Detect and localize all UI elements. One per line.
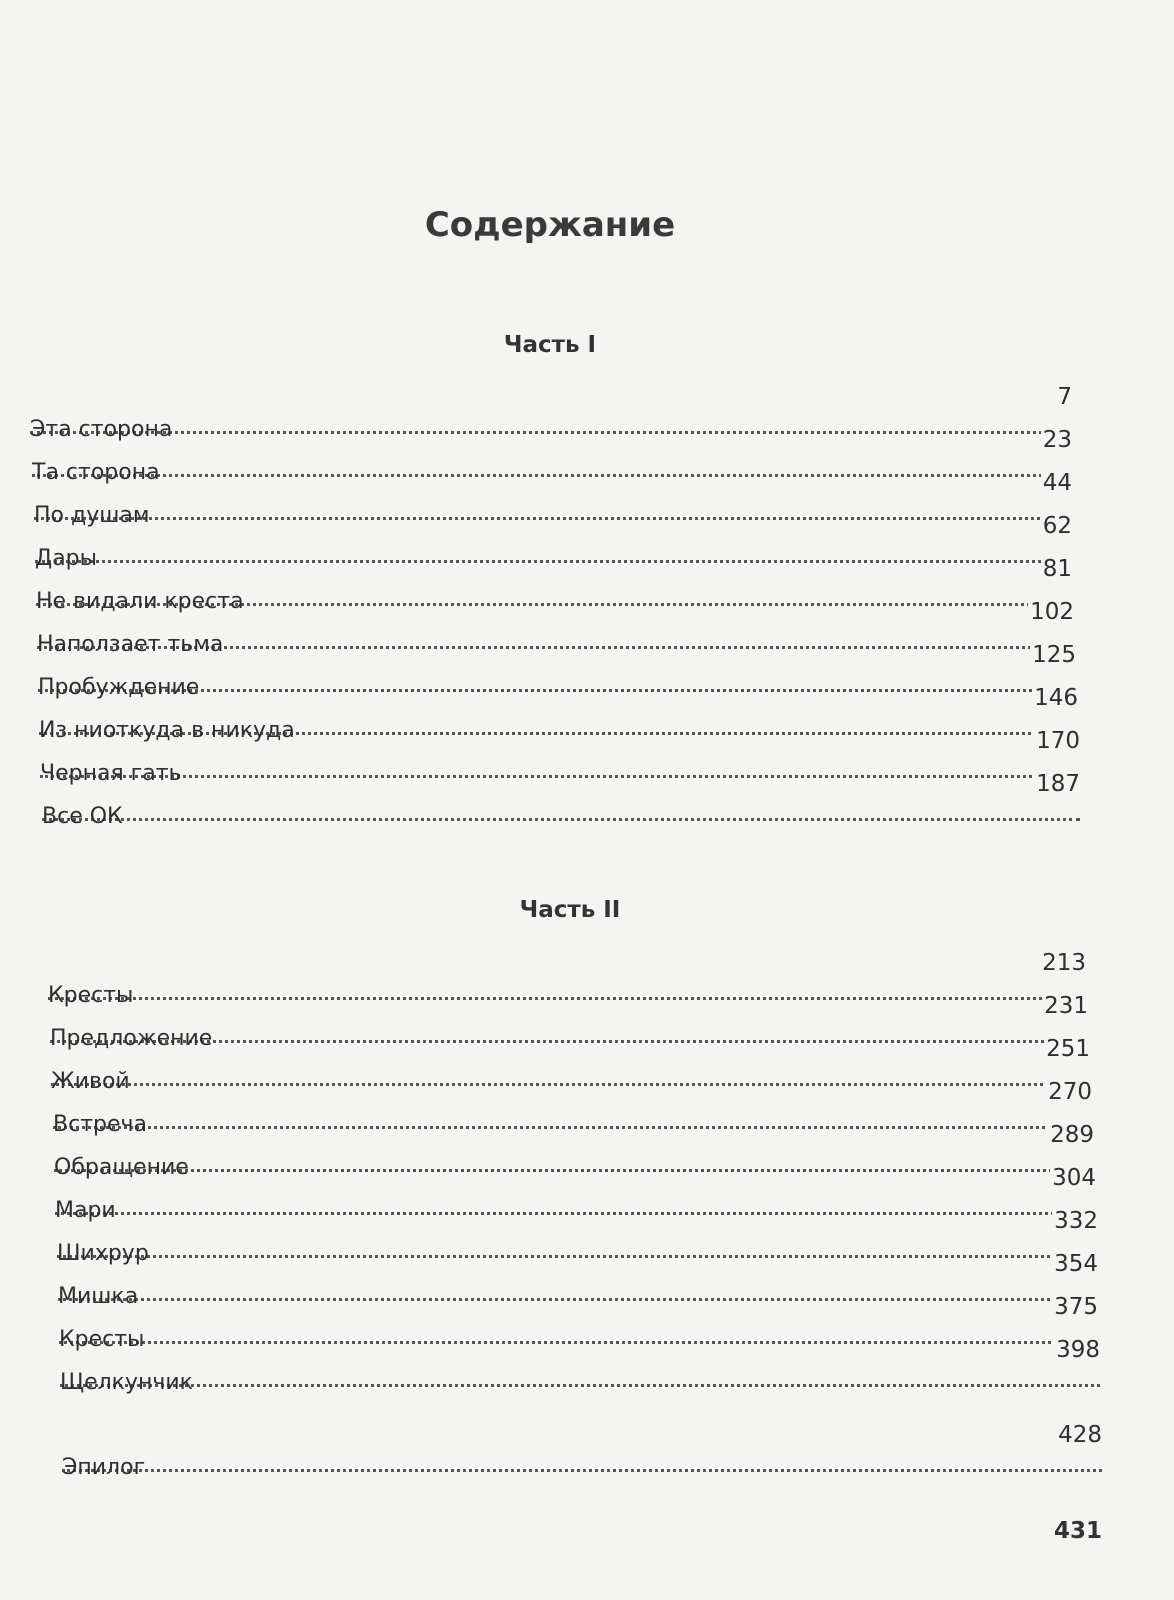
- toc-entry-page: 304: [1052, 1165, 1096, 1191]
- dot-leader: [30, 403, 1072, 434]
- toc-entry-page: 62: [1042, 513, 1072, 539]
- toc-entry-title: Кресты: [48, 983, 134, 1008]
- toc-entry-page: 375: [1054, 1294, 1098, 1320]
- dot-leader: [59, 1313, 1098, 1344]
- dot-leader: [32, 446, 1072, 477]
- toc-entry-page: 7: [1057, 384, 1072, 410]
- toc-entry-title: Предложение: [50, 1026, 213, 1051]
- toc-entry-page: 23: [1042, 427, 1072, 453]
- toc-entry-page: 102: [1030, 599, 1074, 625]
- toc-entry-title: Эта сторона: [30, 417, 173, 442]
- toc-entry-title: Наползает тьма: [37, 632, 224, 657]
- dot-leader: [62, 1441, 1102, 1472]
- toc-entry-page: 428: [1058, 1422, 1102, 1448]
- dot-leader: [58, 1270, 1098, 1301]
- toc-entry-page: 187: [1036, 771, 1080, 797]
- toc-entry-page: 398: [1056, 1337, 1100, 1363]
- dot-leader: [42, 790, 1080, 821]
- dot-leader: [57, 1227, 1098, 1258]
- part-2-title: Часть II: [519, 897, 621, 923]
- page-number: 431: [1053, 1518, 1102, 1544]
- toc-entry-title: Все ОК: [42, 804, 123, 829]
- toc-entry-epilogue: [62, 1422, 1102, 1480]
- toc-entry-page: 146: [1034, 685, 1078, 711]
- toc-entry-title: Живой: [51, 1069, 130, 1094]
- dot-leader: [55, 1184, 1096, 1215]
- dot-leader: [51, 1055, 1090, 1086]
- toc-entry-title: Эпилог: [62, 1455, 146, 1480]
- dot-leader: [48, 969, 1086, 1000]
- toc-entry-page: 332: [1054, 1208, 1098, 1234]
- toc-entry-title: Щелкунчик: [60, 1370, 193, 1395]
- toc-entry-page: 354: [1054, 1251, 1098, 1277]
- toc-entry-title: Черная гать: [40, 761, 182, 786]
- toc-entry-page: 44: [1042, 470, 1072, 496]
- toc-entry-title: Пробуждение: [38, 675, 200, 700]
- toc-entry-page: 213: [1042, 950, 1086, 976]
- toc-entry-title: Шихрур: [57, 1241, 149, 1266]
- dot-leader: [34, 489, 1072, 520]
- toc-entry-page: 125: [1032, 642, 1076, 668]
- toc-entry-page: 81: [1042, 556, 1072, 582]
- toc-entry-title: Встреча: [53, 1112, 147, 1137]
- toc-entry-title: Мишка: [58, 1284, 139, 1309]
- toc-entry-title: Обращение: [54, 1155, 189, 1180]
- toc-entry-title: Из ниоткуда в никуда: [39, 718, 295, 743]
- toc-entry-title: Та сторона: [32, 460, 160, 485]
- toc-entry-title: Мари: [55, 1198, 116, 1223]
- toc-entry-page: 289: [1050, 1122, 1094, 1148]
- toc-entry-page: 270: [1048, 1079, 1092, 1105]
- dot-leader: [40, 747, 1080, 778]
- toc-entry-page: 251: [1046, 1036, 1090, 1062]
- dot-leader: [53, 1098, 1092, 1129]
- toc-entry-page: 231: [1044, 993, 1088, 1019]
- dot-leader: [60, 1356, 1100, 1387]
- toc-entry-title: Не видали креста: [36, 589, 244, 614]
- dot-leader: [35, 532, 1072, 563]
- toc-entry-title: По душам: [34, 503, 150, 528]
- dot-leader: [54, 1141, 1094, 1172]
- toc-entry-title: Дары: [35, 546, 98, 571]
- toc-entry-page: 170: [1036, 728, 1080, 754]
- toc-entry-title: Кресты: [59, 1327, 145, 1352]
- part-1-title: Часть I: [503, 332, 597, 358]
- page-title: Содержание: [424, 205, 676, 245]
